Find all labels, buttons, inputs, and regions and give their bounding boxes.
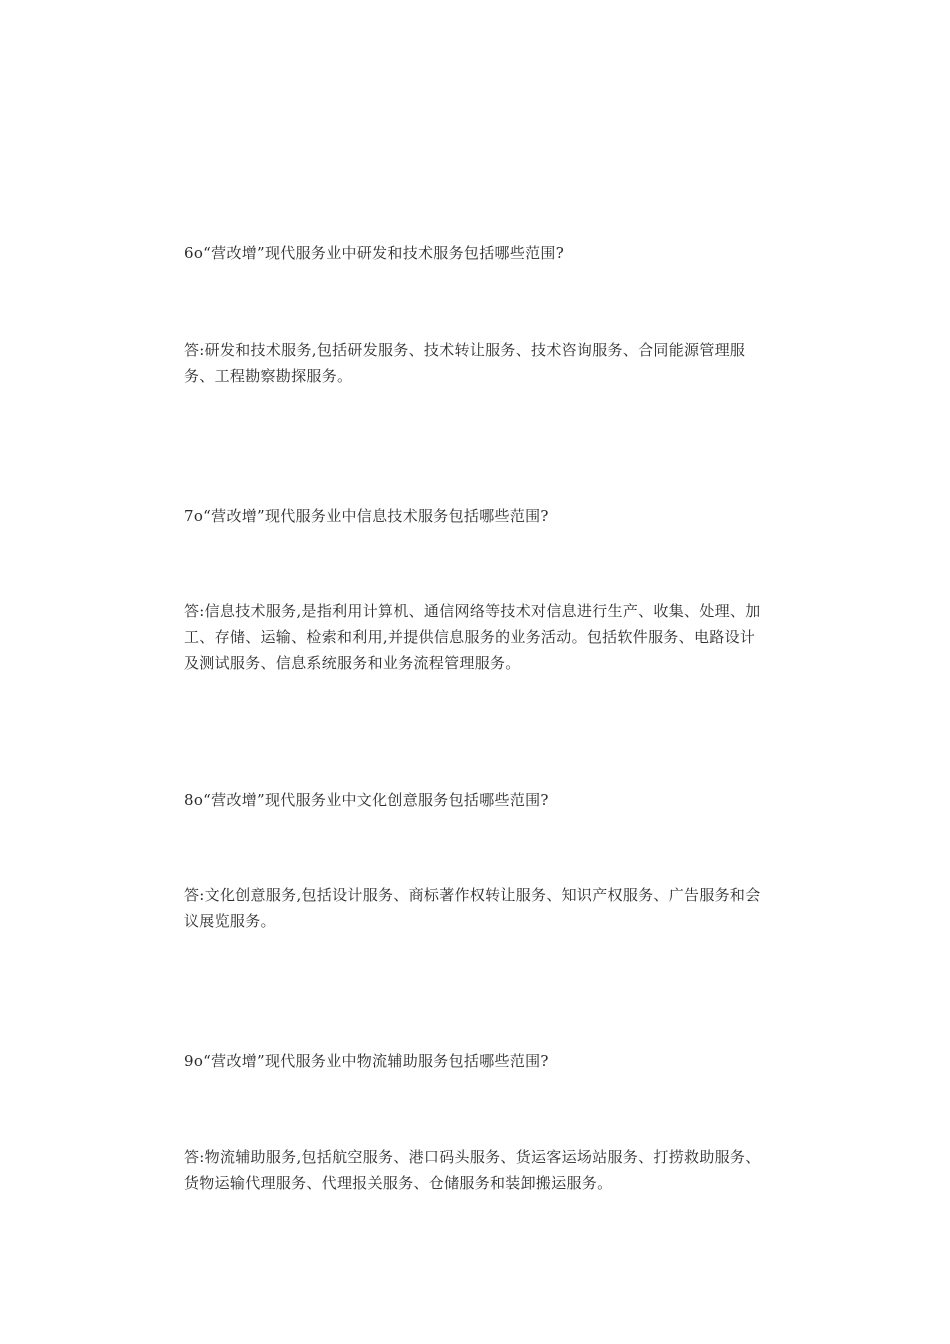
answer-6: 答:研发和技术服务,包括研发服务、技术转让服务、技术咨询服务、合同能源管理服务、工程勘察勘探服务。 (184, 341, 746, 385)
answer-9: 答:物流辅助服务,包括航空服务、港口码头服务、货运客运场站服务、打捞救助服务、货物运输代理服务、代理报关服务、仓储服务和装卸搬运服务。 (184, 1148, 761, 1192)
question-7: 7o“营改增”现代服务业中信息技术服务包括哪些范围? (184, 507, 549, 525)
answer-8: 答:文化创意服务,包括设计服务、商标著作权转让服务、知识产权服务、广告服务和会议展览服务。 (184, 886, 761, 930)
question-8: 8o“营改增”现代服务业中文化创意服务包括哪些范围? (184, 791, 549, 809)
answer-7: 答:信息技术服务,是指利用计算机、通信网络等技术对信息进行生产、收集、处理、加工、存储、运输、检索和利用,并提供信息服务的业务活动。包括软件服务、电路设计及测试服务、信息系统服务和业务流程管理服务。 (184, 602, 761, 672)
question-9: 9o“营改增”现代服务业中物流辅助服务包括哪些范围? (184, 1052, 549, 1070)
question-6: 6o“营改增”现代服务业中研发和技术服务包括哪些范围? (184, 244, 565, 262)
